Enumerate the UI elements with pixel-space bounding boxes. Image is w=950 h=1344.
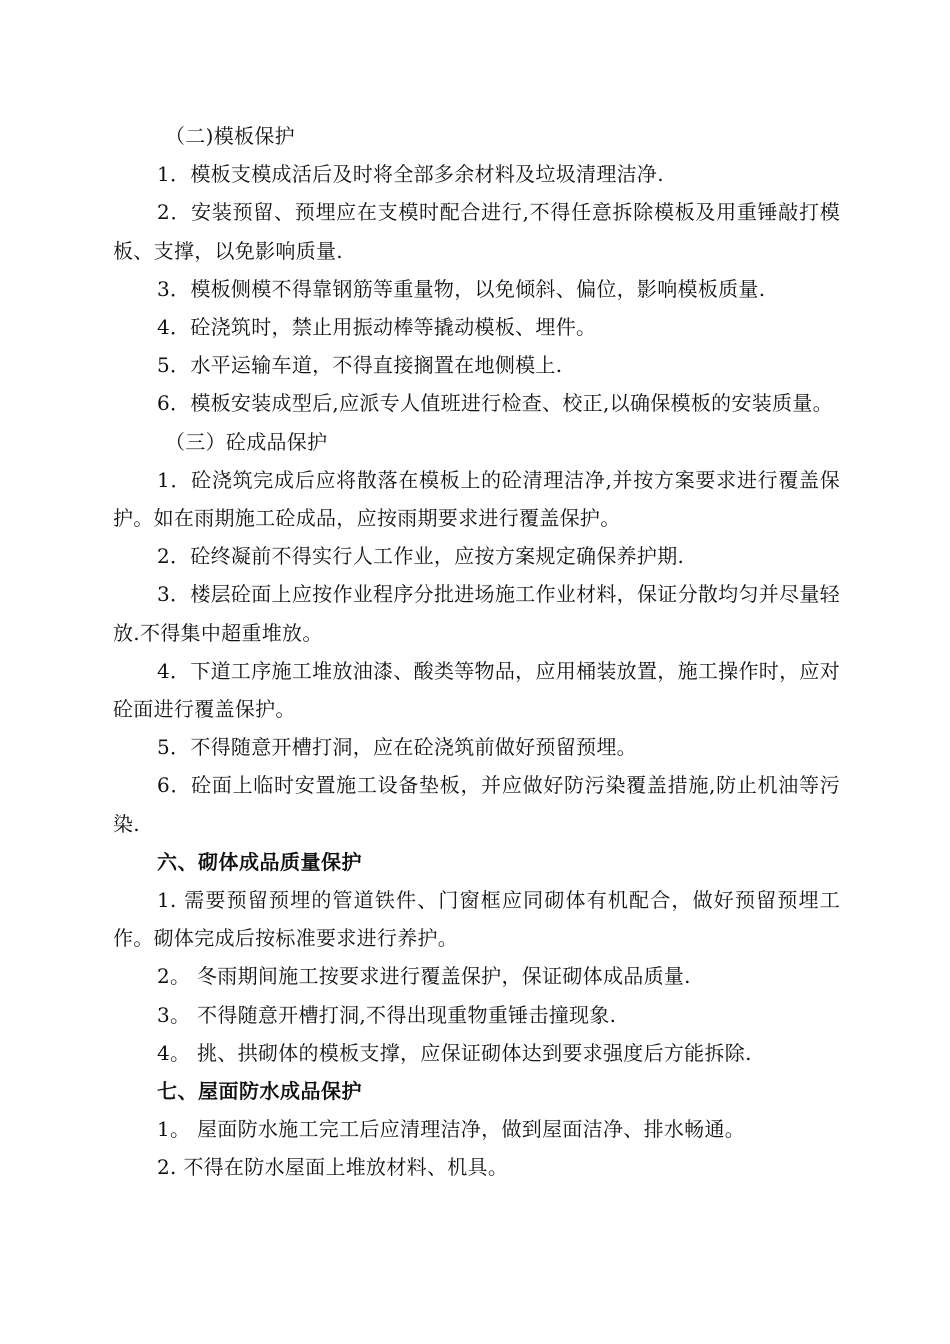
paragraph: 1．砼浇筑完成后应将散落在模板上的砼清理洁净,并按方案要求进行覆盖保护。如在雨期施工砼成品，应按雨期要求进行覆盖保护。 xyxy=(113,467,840,531)
section-heading-masonry: 六、砌体成品质量保护 xyxy=(157,849,362,874)
subheading-concrete-protection: （三）砼成品保护 xyxy=(165,429,328,454)
paragraph: 3．楼层砼面上应按作业程序分批进场施工作业材料，保证分散均匀并尽量轻放.不得集中超重堆放。 xyxy=(113,582,840,645)
paragraph: 4．下道工序施工堆放油漆、酸类等物品，应用桶装放置，施工操作时，应对砼面进行覆盖保护。 xyxy=(113,658,840,722)
paragraph: 2. 不得在防水屋面上堆放材料、机具。 xyxy=(157,1155,509,1180)
paragraph: 6．砼面上临时安置施工设备垫板，并应做好防污染覆盖措施,防止机油等污染. xyxy=(113,773,840,836)
paragraph: 3。 不得随意开槽打洞,不得出现重物重锤击撞现象. xyxy=(157,1002,617,1027)
paragraph: 1. 需要预留预埋的管道铁件、门窗框应同砌体有机配合，做好预留预埋工作。砌体完成后按标准要求进行养护。 xyxy=(113,888,840,951)
paragraph: 1．模板支模成活后及时将全部多余材料及垃圾清理洁净. xyxy=(157,162,664,187)
paragraph: 5．水平运输车道，不得直接搁置在地侧模上. xyxy=(157,353,563,378)
document-body xyxy=(113,117,840,1187)
paragraph: 4。 挑、拱砌体的模板支撑，应保证砌体达到要求强度后方能拆除. xyxy=(157,1040,752,1065)
paragraph: 3．模板侧模不得靠钢筋等重量物，以免倾斜、偏位，影响模板质量. xyxy=(157,276,766,301)
paragraph: 2．砼终凝前不得实行人工作业，应按方案规定确保养护期. xyxy=(157,544,685,569)
paragraph: 1。 屋面防水施工完工后应清理洁净，做到屋面洁净、排水畅通。 xyxy=(157,1117,746,1142)
paragraph: 2。 冬雨期间施工按要求进行覆盖保护，保证砌体成品质量. xyxy=(157,964,691,989)
subheading-formwork-protection: （二)模板保护 xyxy=(165,124,295,148)
paragraph: 6．模板安装成型后,应派专人值班进行检查、校正,以确保模板的安装质量。 xyxy=(157,391,833,416)
paragraph: 2．安装预留、预埋应在支模时配合进行,不得任意拆除模板及用重锤敲打模板、支撑，以免影响质量. xyxy=(113,200,840,263)
paragraph: 5．不得随意开槽打洞，应在砼浇筑前做好预留预埋。 xyxy=(157,735,637,760)
paragraph: 4．砼浇筑时，禁止用振动棒等撬动模板、埋件。 xyxy=(157,315,597,340)
section-heading-roof-waterproofing: 七、屋面防水成品保护 xyxy=(157,1079,362,1104)
